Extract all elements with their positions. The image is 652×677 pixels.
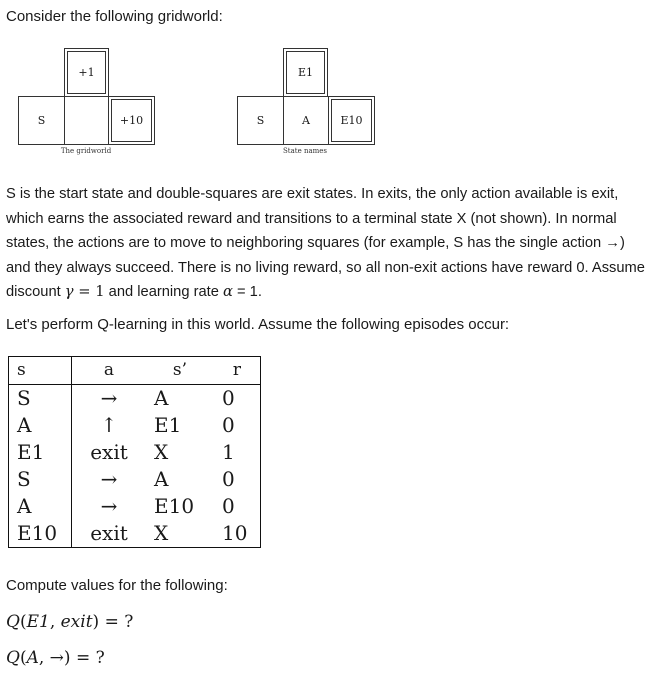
header-s: s (9, 357, 72, 385)
table-row: A ↑ E1 0 (9, 412, 261, 439)
grid-cell-top: +1 (64, 48, 109, 97)
table-row: E10 exit X 10 (9, 520, 261, 548)
description-paragraph: S is the start state and double-squares are exit states. In exits, the only action available is exit, which earns the associated reward and transitions to a terminal state X (not shown). In normal states, the actions are to move to neighboring squares (for example, S has the single action →) and they always succeed. There is no living reward, so all non-exit actions have reward 0. Assume discount γ = 1 and learning rate α = 1. (6, 186, 645, 301)
episodes-lead-text: Let's perform Q-learning in this world. Assume the following episodes occur: (6, 316, 510, 333)
gridworld-caption: The gridworld (60, 147, 112, 155)
intro-text: Consider the following gridworld: (6, 8, 223, 25)
grid-cell-e10: E10 (328, 96, 375, 145)
episodes-table (8, 356, 261, 548)
table-row: S → A 0 (9, 466, 261, 493)
gamma-symbol: γ (64, 283, 74, 301)
table-row: A → E10 0 (9, 493, 261, 520)
header-r: r (214, 357, 261, 385)
grid-cell-e1: E1 (283, 48, 328, 97)
state-names-caption: State names (282, 147, 328, 155)
compute-heading: Compute values for the following: (6, 577, 228, 594)
header-s-prime: s’ (146, 357, 214, 385)
table-row: S → A 0 (9, 385, 261, 413)
table-header-row (9, 357, 261, 385)
header-a: a (72, 357, 147, 385)
grid-cell-start: S (18, 96, 65, 145)
question-q-a-right: Q(A, →) = ? (6, 648, 105, 668)
question-q-e1-exit: Q(E1, exit) = ? (6, 612, 134, 632)
grid-cell-middle (64, 96, 109, 145)
grid-cell-a: A (283, 96, 329, 145)
grid-cell-right: +10 (108, 96, 155, 145)
grid-cell-s: S (237, 96, 284, 145)
table-row: E1 exit X 1 (9, 439, 261, 466)
alpha-symbol: α (223, 283, 233, 301)
